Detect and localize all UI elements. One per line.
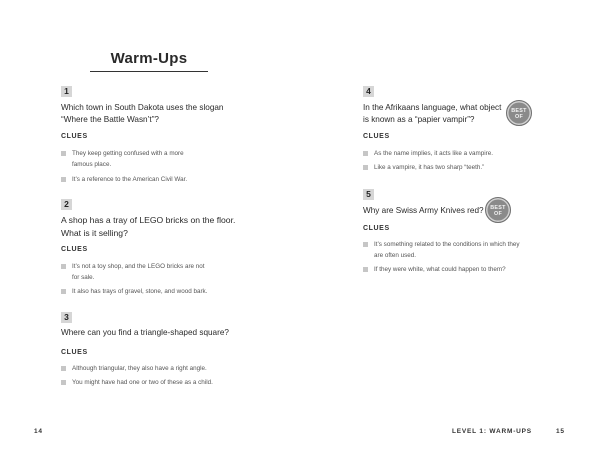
puzzle-number-3: 3 (61, 312, 72, 323)
clue-item (61, 378, 291, 389)
badge-line: BEST (511, 108, 527, 114)
clues-label: CLUES (61, 246, 88, 253)
puzzle-3-question (61, 327, 291, 339)
puzzle-4-question (363, 102, 503, 126)
badge-line: BEST (490, 205, 506, 211)
clue-line: are often used. (374, 251, 417, 259)
badge-line: OF (493, 211, 503, 217)
clue-line: If they were white, what could happen to them? (374, 266, 506, 273)
clue-item (363, 149, 563, 160)
puzzle-1-question (61, 102, 291, 126)
clue-item (363, 163, 563, 174)
left-page-number: 14 (34, 428, 43, 435)
clues-label: CLUES (61, 349, 88, 356)
puzzle-5-question (363, 205, 488, 217)
puzzle-number-5: 5 (363, 189, 374, 200)
bullet-square-icon (61, 151, 66, 156)
best-of-badge-icon (506, 100, 532, 126)
clue-line: It’s a reference to the American Civil War. (72, 176, 188, 183)
clue-line: It also has trays of gravel, stone, and wood bark. (72, 288, 208, 295)
question-line: What is it selling? (61, 228, 128, 238)
question-line: Where can you find a triangle-shaped square? (61, 328, 229, 337)
question-line: Why are Swiss Army Knives red? (363, 206, 484, 215)
clue-line: Like a vampire, it has two sharp “teeth.” (374, 164, 485, 171)
clue-item (61, 175, 291, 186)
clues-label: CLUES (363, 225, 390, 232)
bullet-square-icon (363, 151, 368, 156)
clue-line: You might have had one or two of these as a child. (72, 379, 213, 386)
question-line: In the Afrikaans language, what object (363, 103, 502, 112)
bullet-square-icon (363, 267, 368, 272)
bullet-square-icon (363, 165, 368, 170)
clue-item (61, 287, 291, 298)
clue-line: They keep getting confused with a more (72, 150, 184, 157)
right-page-number: 15 (556, 428, 565, 435)
question-line: is known as a “papier vampir”? (363, 115, 475, 125)
clue-line: It’s not a toy shop, and the LEGO bricks are not (72, 263, 205, 270)
bullet-square-icon (61, 366, 66, 371)
puzzle-number-1: 1 (61, 86, 72, 97)
clue-item (363, 240, 573, 261)
bullet-square-icon (363, 242, 368, 247)
badge-line: OF (514, 114, 524, 120)
clue-line: for sale. (72, 273, 95, 281)
puzzle-number-2: 2 (61, 199, 72, 210)
puzzle-2-question (61, 214, 291, 240)
bullet-square-icon (61, 264, 66, 269)
running-head: LEVEL 1: WARM-UPS (452, 428, 532, 435)
clue-line: As the name implies, it acts like a vampire. (374, 150, 493, 157)
clues-label: CLUES (363, 133, 390, 140)
clue-line: Although triangular, they also have a right angle. (72, 365, 207, 372)
clue-item (61, 364, 291, 375)
title-underline (90, 71, 208, 72)
bullet-square-icon (61, 177, 66, 182)
best-of-badge-icon (485, 197, 511, 223)
clue-item (61, 149, 291, 170)
clues-label: CLUES (61, 133, 88, 140)
puzzle-number-4: 4 (363, 86, 374, 97)
page-title: Warm-Ups (110, 50, 188, 67)
bullet-square-icon (61, 380, 66, 385)
question-line: “Where the Battle Wasn’t”? (61, 115, 159, 125)
question-line: Which town in South Dakota uses the slogan (61, 103, 224, 112)
clue-line: famous place. (72, 160, 112, 168)
clue-item (61, 262, 291, 283)
question-line: A shop has a tray of LEGO bricks on the floor. (61, 215, 236, 225)
clue-item (363, 265, 573, 276)
bullet-square-icon (61, 289, 66, 294)
clue-line: It’s something related to the conditions in which they (374, 241, 520, 248)
